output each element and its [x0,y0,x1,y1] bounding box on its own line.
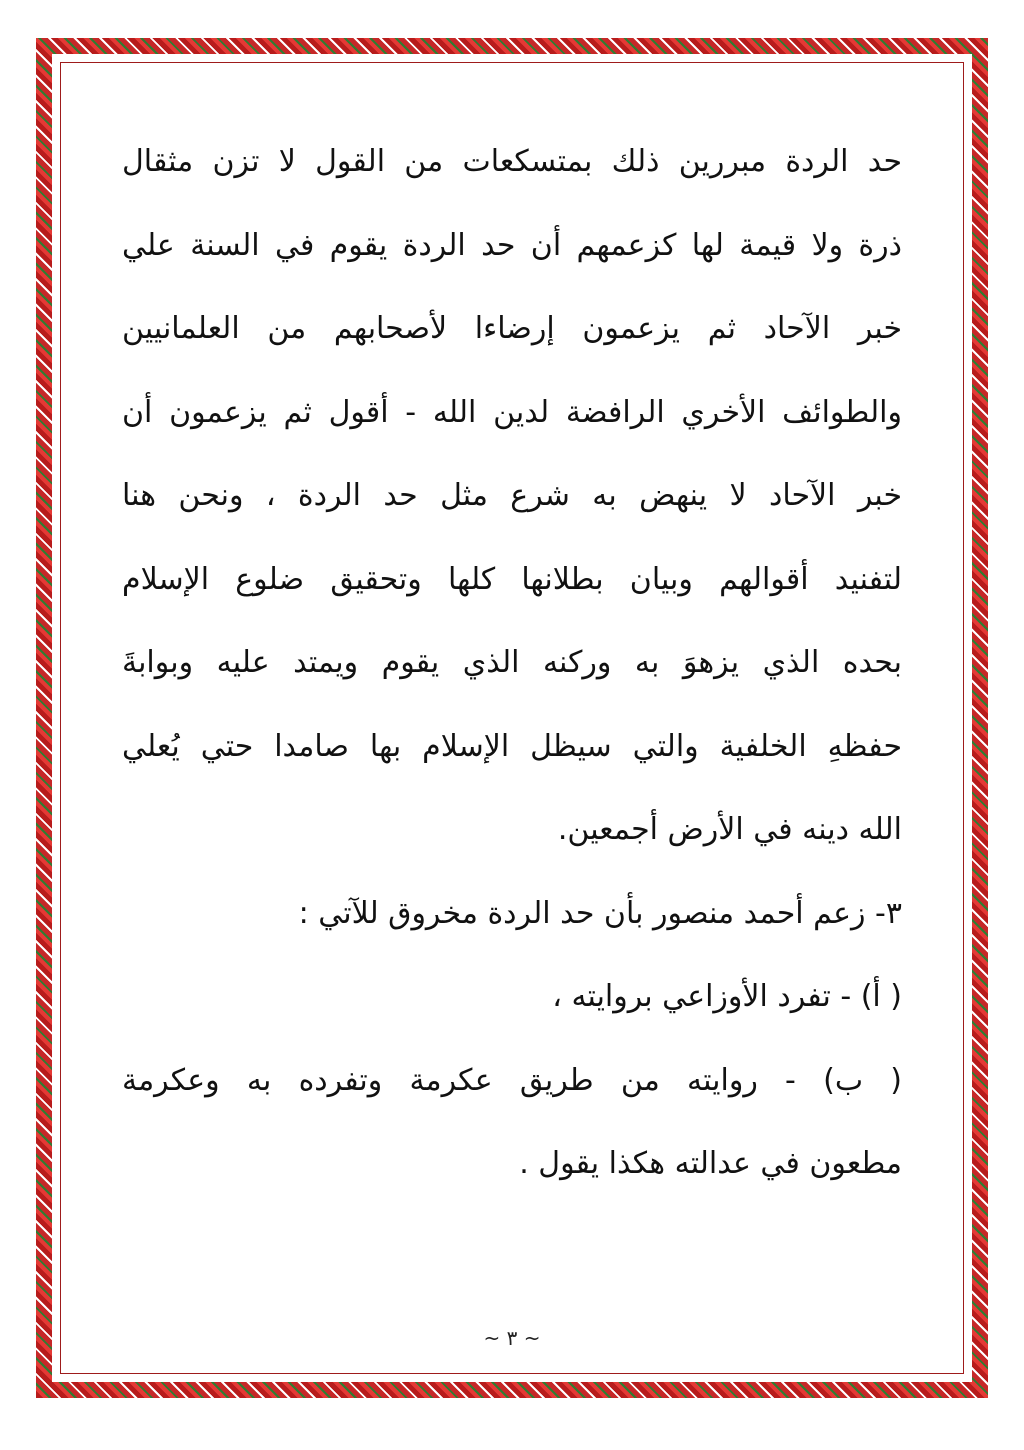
page-number: ~ ٣ ~ [483,1326,541,1350]
text-line: حد الردة مبررين ذلك بمتسكعات من القول لا تزن مثقال [122,144,902,179]
text-line: خبر الآحاد ثم يزعمون إرضاءا لأصحابهم من العلمانيين [122,311,902,346]
numbered-point: ٣- زعم أحمد منصور بأن حد الردة مخروق للآتي : [298,895,902,931]
text-line: لتفنيد أقوالهم وبيان بطلانها كلها وتحقيق ضلوع الإسلام [122,561,902,597]
text-line: ذرة ولا قيمة لها كزعمهم أن حد الردة يقوم في السنة علي [122,227,902,263]
text-line: بحده الذي يزهوَ به وركنه الذي يقوم ويمتد عليه وبوابةَ [122,645,902,680]
page-body [122,120,902,1206]
text-line: والطوائف الأخري الرافضة لدين الله - أقول ثم يزعمون أن [122,394,902,430]
text-line: حفظهِ الخلفية والتي سيظل الإسلام بها صامدا حتي يُعلي [122,728,902,764]
text-line: خبر الآحاد لا ينهض به شرع مثل حد الردة ، ونحن هنا [122,478,902,513]
list-item: ( ب) - روايته من طريق عكرمة وتفرده به وعكرمة [122,1062,902,1098]
text-line: الله دينه في الأرض أجمعين. [557,812,902,847]
list-item: ( أ) - تفرد الأوزاعي بروايته ، [552,979,902,1014]
text-line: مطعون في عدالته هكذا يقول . [519,1146,902,1181]
